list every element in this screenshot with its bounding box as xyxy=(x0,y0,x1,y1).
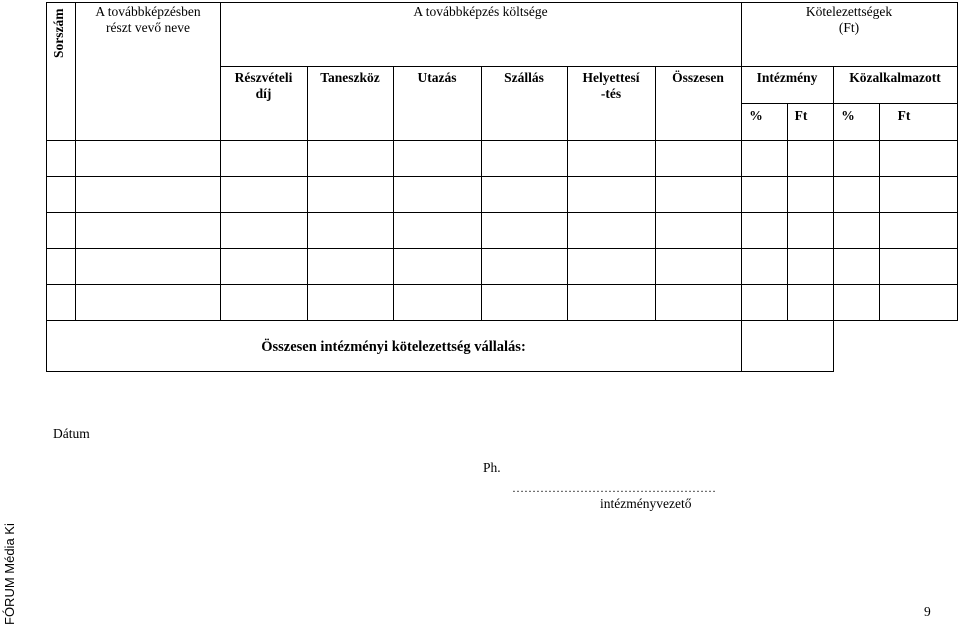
table-line-row1 xyxy=(46,176,958,177)
summary-label: Összesen intézményi kötelezettség vállalás: xyxy=(261,339,526,355)
header-training-cost: A továbbképzés költsége xyxy=(413,4,548,19)
table-line-row4 xyxy=(46,284,958,285)
table-line-pct xyxy=(741,103,958,104)
table-v-substitution xyxy=(655,66,656,320)
table-v-fee xyxy=(307,66,308,320)
table-line-row2 xyxy=(46,212,958,213)
table-v-name xyxy=(220,2,221,320)
header-sorszam: Sorszám xyxy=(51,8,66,58)
table-line-row3 xyxy=(46,248,958,249)
page-number: 9 xyxy=(924,604,931,619)
subheader-employee: Közalkalmazott xyxy=(849,70,941,85)
table-border-top xyxy=(46,2,958,3)
publisher-label: FÓRUM Média Ki xyxy=(2,523,17,625)
header-obligations: Kötelezettségek (Ft) xyxy=(805,4,893,35)
table-line-summary-bottom xyxy=(46,371,833,372)
table-v-materials xyxy=(393,66,394,320)
subheader-ft-1: Ft xyxy=(794,108,808,123)
table-line-header-bottom xyxy=(46,140,958,141)
table-v-left xyxy=(46,2,47,372)
subheader-percent-1: % xyxy=(749,108,763,123)
table-v-travel xyxy=(481,66,482,320)
subheader-percent-2: % xyxy=(841,108,855,123)
table-v-pct1 xyxy=(787,103,788,320)
signature-label: intézményvezető xyxy=(600,496,692,511)
table-v-right xyxy=(957,2,958,320)
table-line-sub xyxy=(220,66,958,67)
table-v-accommodation xyxy=(567,66,568,320)
subheader-ft-2: Ft xyxy=(897,108,911,123)
subheader-travel: Utazás xyxy=(417,70,457,85)
subheader-accommodation: Szállás xyxy=(504,70,544,85)
date-label: Dátum xyxy=(53,426,90,441)
subheader-materials: Taneszköz xyxy=(320,70,380,85)
signature-line: …………………………………………… xyxy=(512,481,716,495)
subheader-substitution: Helyettesí -tés xyxy=(582,70,640,101)
subheader-participation-fee: Részvételi díj xyxy=(234,70,293,101)
header-participant-name: A továbbképzésben részt vevő neve xyxy=(95,4,201,35)
table-v-total xyxy=(741,2,742,372)
subheader-total: Összesen xyxy=(672,70,724,85)
stamp-label: Ph. xyxy=(483,460,501,475)
table-v-sorszam xyxy=(75,2,76,320)
table-v-pct2 xyxy=(879,103,880,320)
table-line-row5 xyxy=(46,320,958,321)
subheader-institution: Intézmény xyxy=(756,70,818,85)
